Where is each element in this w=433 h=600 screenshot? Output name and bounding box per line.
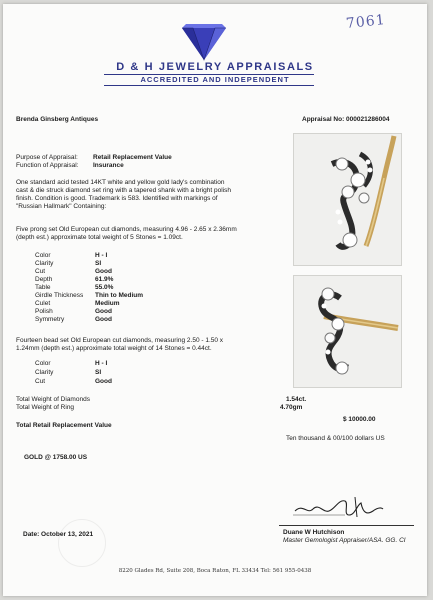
signature-line xyxy=(279,525,414,526)
retail-label: Total Retail Replacement Value xyxy=(16,422,112,429)
purpose-label: Purpose of Appraisal: xyxy=(16,154,78,161)
grade-value: Good xyxy=(95,378,112,385)
function-value: Insurance xyxy=(93,162,124,169)
embossed-seal xyxy=(58,519,106,567)
ring-image xyxy=(294,134,401,265)
grade-label: Cut xyxy=(35,268,46,275)
function-label: Function of Appraisal: xyxy=(16,162,79,169)
description-line: Fourteen bead set Old European cut diamonds, measuring 2.50 - 1.50 x xyxy=(16,337,224,344)
ring-photo-front xyxy=(293,133,402,266)
grade-value: Medium xyxy=(95,300,120,307)
grade-label: Clarity xyxy=(35,260,54,267)
signature xyxy=(293,493,385,521)
appraisal-number: Appraisal No: 000021286004 xyxy=(302,116,390,123)
appraiser-title: Master Gemologist Appraiser/ASA. GG. CI xyxy=(283,537,406,544)
grade-value: H - I xyxy=(95,360,108,367)
description-line: One standard acid tested 14KT white and yellow gold lady's combination xyxy=(16,179,225,186)
grade-label: Polish xyxy=(35,308,53,315)
company-name: D & H JEWELRY APPRAISALS xyxy=(116,61,314,73)
grade-value: Thin to Medium xyxy=(95,292,144,299)
grade-value: 55.0% xyxy=(95,284,114,291)
grade-label: Symmetry xyxy=(35,316,65,323)
grade-label: Table xyxy=(35,284,51,291)
grade-value: Good xyxy=(95,316,112,323)
item-description xyxy=(16,179,231,211)
total-diamonds-value: 1.54ct. xyxy=(286,396,307,403)
description-line: "Russian Hallmark" Containing: xyxy=(16,203,107,210)
grade-value: SI xyxy=(95,260,102,267)
description-line: 1.24mm (depth est.) approximate total weight of 14 Stones = 0.44ct. xyxy=(16,345,212,352)
grade-label: Depth xyxy=(35,276,53,283)
description-line: finish. Condition is good. Trademark is 583. Identified with markings of xyxy=(16,195,218,202)
description-line: cast & die struck diamond set ring with a tapered shank with a bright polish xyxy=(16,187,231,194)
stones-2-description xyxy=(16,337,223,353)
grade-value: Good xyxy=(95,268,112,275)
appraiser-name: Duane W Hutchison xyxy=(283,529,345,536)
appraisal-date: Date: October 13, 2021 xyxy=(23,531,94,538)
grade-label: Clarity xyxy=(35,369,54,376)
retail-value-words: Ten thousand & 00/100 dollars US xyxy=(286,435,385,442)
total-diamonds-label: Total Weight of Diamonds xyxy=(16,396,90,403)
grade-value: H - I xyxy=(95,252,108,259)
total-ring-value: 4.70gm xyxy=(280,404,303,411)
grade-label: Girdle Thickness xyxy=(35,292,84,299)
grade-label: Color xyxy=(35,252,51,259)
handwritten-number: 7061 xyxy=(345,11,387,33)
divider xyxy=(104,85,314,86)
ring-image xyxy=(294,276,401,387)
retail-value: $ 10000.00 xyxy=(343,416,376,423)
purpose-value: Retail Replacement Value xyxy=(93,154,172,161)
client-name: Brenda Ginsberg Antiques xyxy=(16,116,99,123)
total-ring-label: Total Weight of Ring xyxy=(16,404,75,411)
grade-label: Culet xyxy=(35,300,51,307)
description-line: (depth est.) approximate total weight of 5 Stones = 1.09ct. xyxy=(16,234,183,241)
grade-value: Good xyxy=(95,308,112,315)
diamond-logo-icon xyxy=(176,22,232,62)
company-address: 8220 Glades Rd, Suite 208, Boca Raton, FL 33434 Tel: 561 955-0438 xyxy=(118,568,312,574)
grade-value: SI xyxy=(95,369,102,376)
company-tagline: ACCREDITED AND INDEPENDENT xyxy=(140,75,290,84)
ring-photo-angle xyxy=(293,275,402,388)
description-line: Five prong set Old European cut diamonds, measuring 4.96 - 2.65 x 2.36mm xyxy=(16,226,237,233)
gold-price: GOLD @ 1758.00 US xyxy=(24,454,88,461)
appraisal-document xyxy=(3,4,427,596)
stones-1-description xyxy=(16,226,237,242)
grade-value: 61.9% xyxy=(95,276,114,283)
grade-label: Color xyxy=(35,360,51,367)
grade-label: Cut xyxy=(35,378,46,385)
